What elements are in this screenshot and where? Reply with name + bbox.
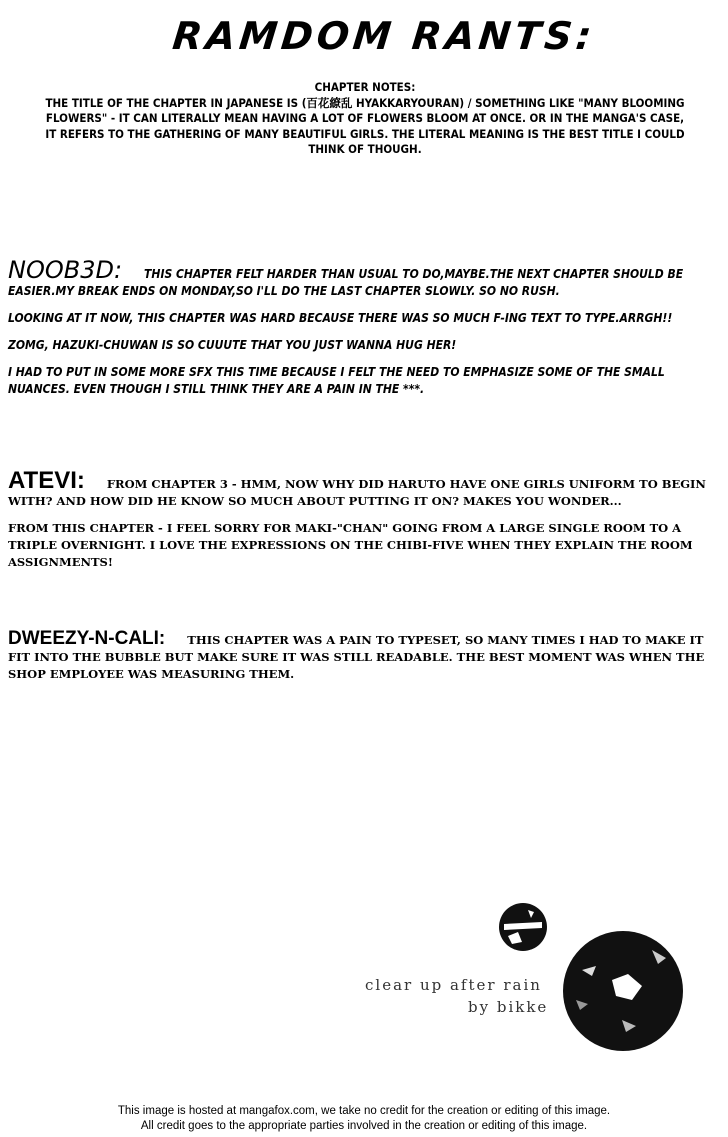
page-title: RAMDOM RANTS: xyxy=(170,14,598,58)
author-name: DWEEZY-N-CALI: xyxy=(8,628,166,649)
scanlation-logo xyxy=(350,890,710,1060)
rant-paragraph: THIS CHAPTER FELT HARDER THAN USUAL TO DO,MAYBE.THE NEXT CHAPTER SHOULD BE EASIER.MY BREAK ENDS ON MONDAY,SO I'LL DO THE LAST CHAPTER SLOWLY. SO NO RUSH. xyxy=(8,267,684,298)
rant-noob3d xyxy=(8,256,722,408)
author-name: NOOB3D: xyxy=(8,256,123,284)
logo-byline: by bikke xyxy=(468,998,549,1016)
large-ink-circle-icon xyxy=(562,930,684,1052)
rant-atevi xyxy=(8,467,722,581)
rant-paragraph: ZOMG, HAZUKI-CHUWAN IS SO CUUUTE THAT YOU JUST WANNA HUG HER! xyxy=(8,338,457,352)
logo-title: clear up after rain xyxy=(365,976,542,994)
rant-paragraph: LOOKING AT IT NOW, THIS CHAPTER WAS HARD BECAUSE THERE WAS SO MUCH F-ING TEXT TO TYPE.ARRGH!! xyxy=(8,311,673,325)
chapter-notes-body: THE TITLE OF THE CHAPTER IN JAPANESE IS (百花繚乱 HYAKKARYOURAN) / SOMETHING LIKE "MANY BLOOMING FLOWERS" - IT CAN LITERALLY MEAN HAVING A LOT OF FLOWERS BLOOM AT ONCE. OR IN THE MANGA'S CASE, IT REFERS TO THE GATHERING OF MANY BEAUTIFUL GIRLS. THE LITERAL MEANING IS THE BEST TITLE I COULD THINK OF THOUGH. xyxy=(45,95,685,156)
chapter-notes-heading: CHAPTER NOTES: xyxy=(314,80,416,94)
hosting-disclaimer xyxy=(0,1104,728,1134)
rant-dweezy xyxy=(8,630,722,693)
rant-paragraph: I HAD TO PUT IN SOME MORE SFX THIS TIME BECAUSE I FELT THE NEED TO EMPHASIZE SOME OF THE SMALL NUANCES. EVEN THOUGH I STILL THINK THEY ARE A PAIN IN THE ***. xyxy=(8,365,665,396)
chapter-notes xyxy=(40,80,690,158)
small-ink-circle-icon xyxy=(498,902,548,952)
disclaimer-line: All credit goes to the appropriate parties involved in the creation or editing of this image. xyxy=(140,1120,588,1132)
disclaimer-line: This image is hosted at mangafox.com, we take no credit for the creation or editing of this image. xyxy=(117,1105,611,1117)
rant-paragraph: FROM THIS CHAPTER - I FEEL SORRY FOR MAKI-"CHAN" GOING FROM A LARGE SINGLE ROOM TO A TRIPLE OVERNIGHT. I LOVE THE EXPRESSIONS ON THE CHIBI-FIVE WHEN THEY EXPLAIN THE ROOM ASSIGNMENTS! xyxy=(8,521,693,569)
rant-paragraph: FROM CHAPTER 3 - HMM, NOW WHY DID HARUTO HAVE ONE GIRLS UNIFORM TO BEGIN WITH? AND HOW DID HE KNOW SO MUCH ABOUT PUTTING IT ON? MAKES YOU WONDER... xyxy=(8,477,706,508)
author-name: ATEVI: xyxy=(8,467,85,494)
rant-paragraph: THIS CHAPTER WAS A PAIN TO TYPESET, SO MANY TIMES I HAD TO MAKE IT FIT INTO THE BUBBLE BUT MAKE SURE IT WAS STILL READABLE. THE BEST MOMENT WAS WHEN THE SHOP EMPLOYEE WAS MEASURING THEM. xyxy=(8,633,705,681)
